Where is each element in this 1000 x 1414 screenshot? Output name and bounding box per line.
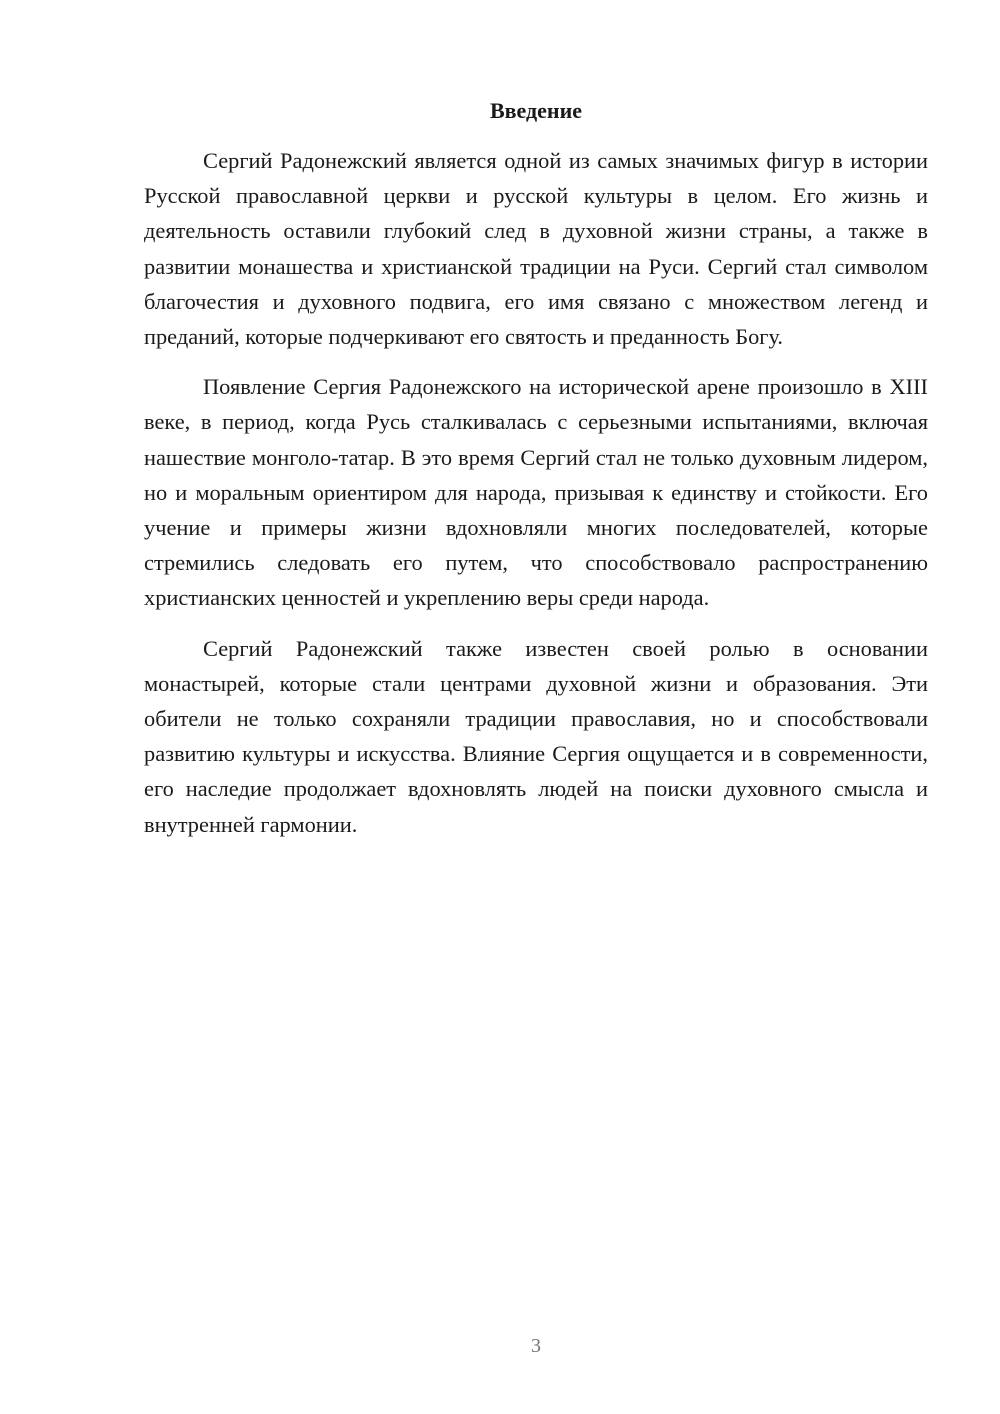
paragraph-1: Сергий Радонежский является одной из самых значимых фигур в истории Русской православной церкви и русской культуры в целом. Его жизнь и деятельность оставили глубокий след в духовной жизни страны, а также в развитии монашества и христианской традиции на Руси. Сергий стал символом благочестия и духовного подвига, его имя связано с множеством легенд и преданий, которые подчеркивают его святость и преданность Богу. [144, 148, 928, 350]
page-number: 3 [531, 1335, 541, 1357]
paragraph-2: Появление Сергия Радонежского на исторической арене произошло в XIII веке, в период, когда Русь сталкивалась с серьезными испытаниями, включая нашествие монголо-татар. В это время Сергий стал не только духовным лидером, но и моральным ориентиром для народа, призывая к единству и стойкости. Его учение и примеры жизни вдохновляли многих последователей, которые стремились следовать его путем, что способствовало распространению христианских ценностей и укреплению веры среди народа. [144, 374, 928, 611]
paragraph-3: Сергий Радонежский также известен своей ролью в основании монастырей, которые стали центрами духовной жизни и образования. Эти обители не только сохраняли традиции православия, но и способствовали развитию культуры и искусства. Влияние Сергия ощущается и в современности, его наследие продолжает вдохновлять людей на поиски духовного смысла и внутренней гармонии. [144, 635, 928, 837]
body-text [144, 143, 928, 857]
section-heading: Введение [489, 98, 583, 123]
